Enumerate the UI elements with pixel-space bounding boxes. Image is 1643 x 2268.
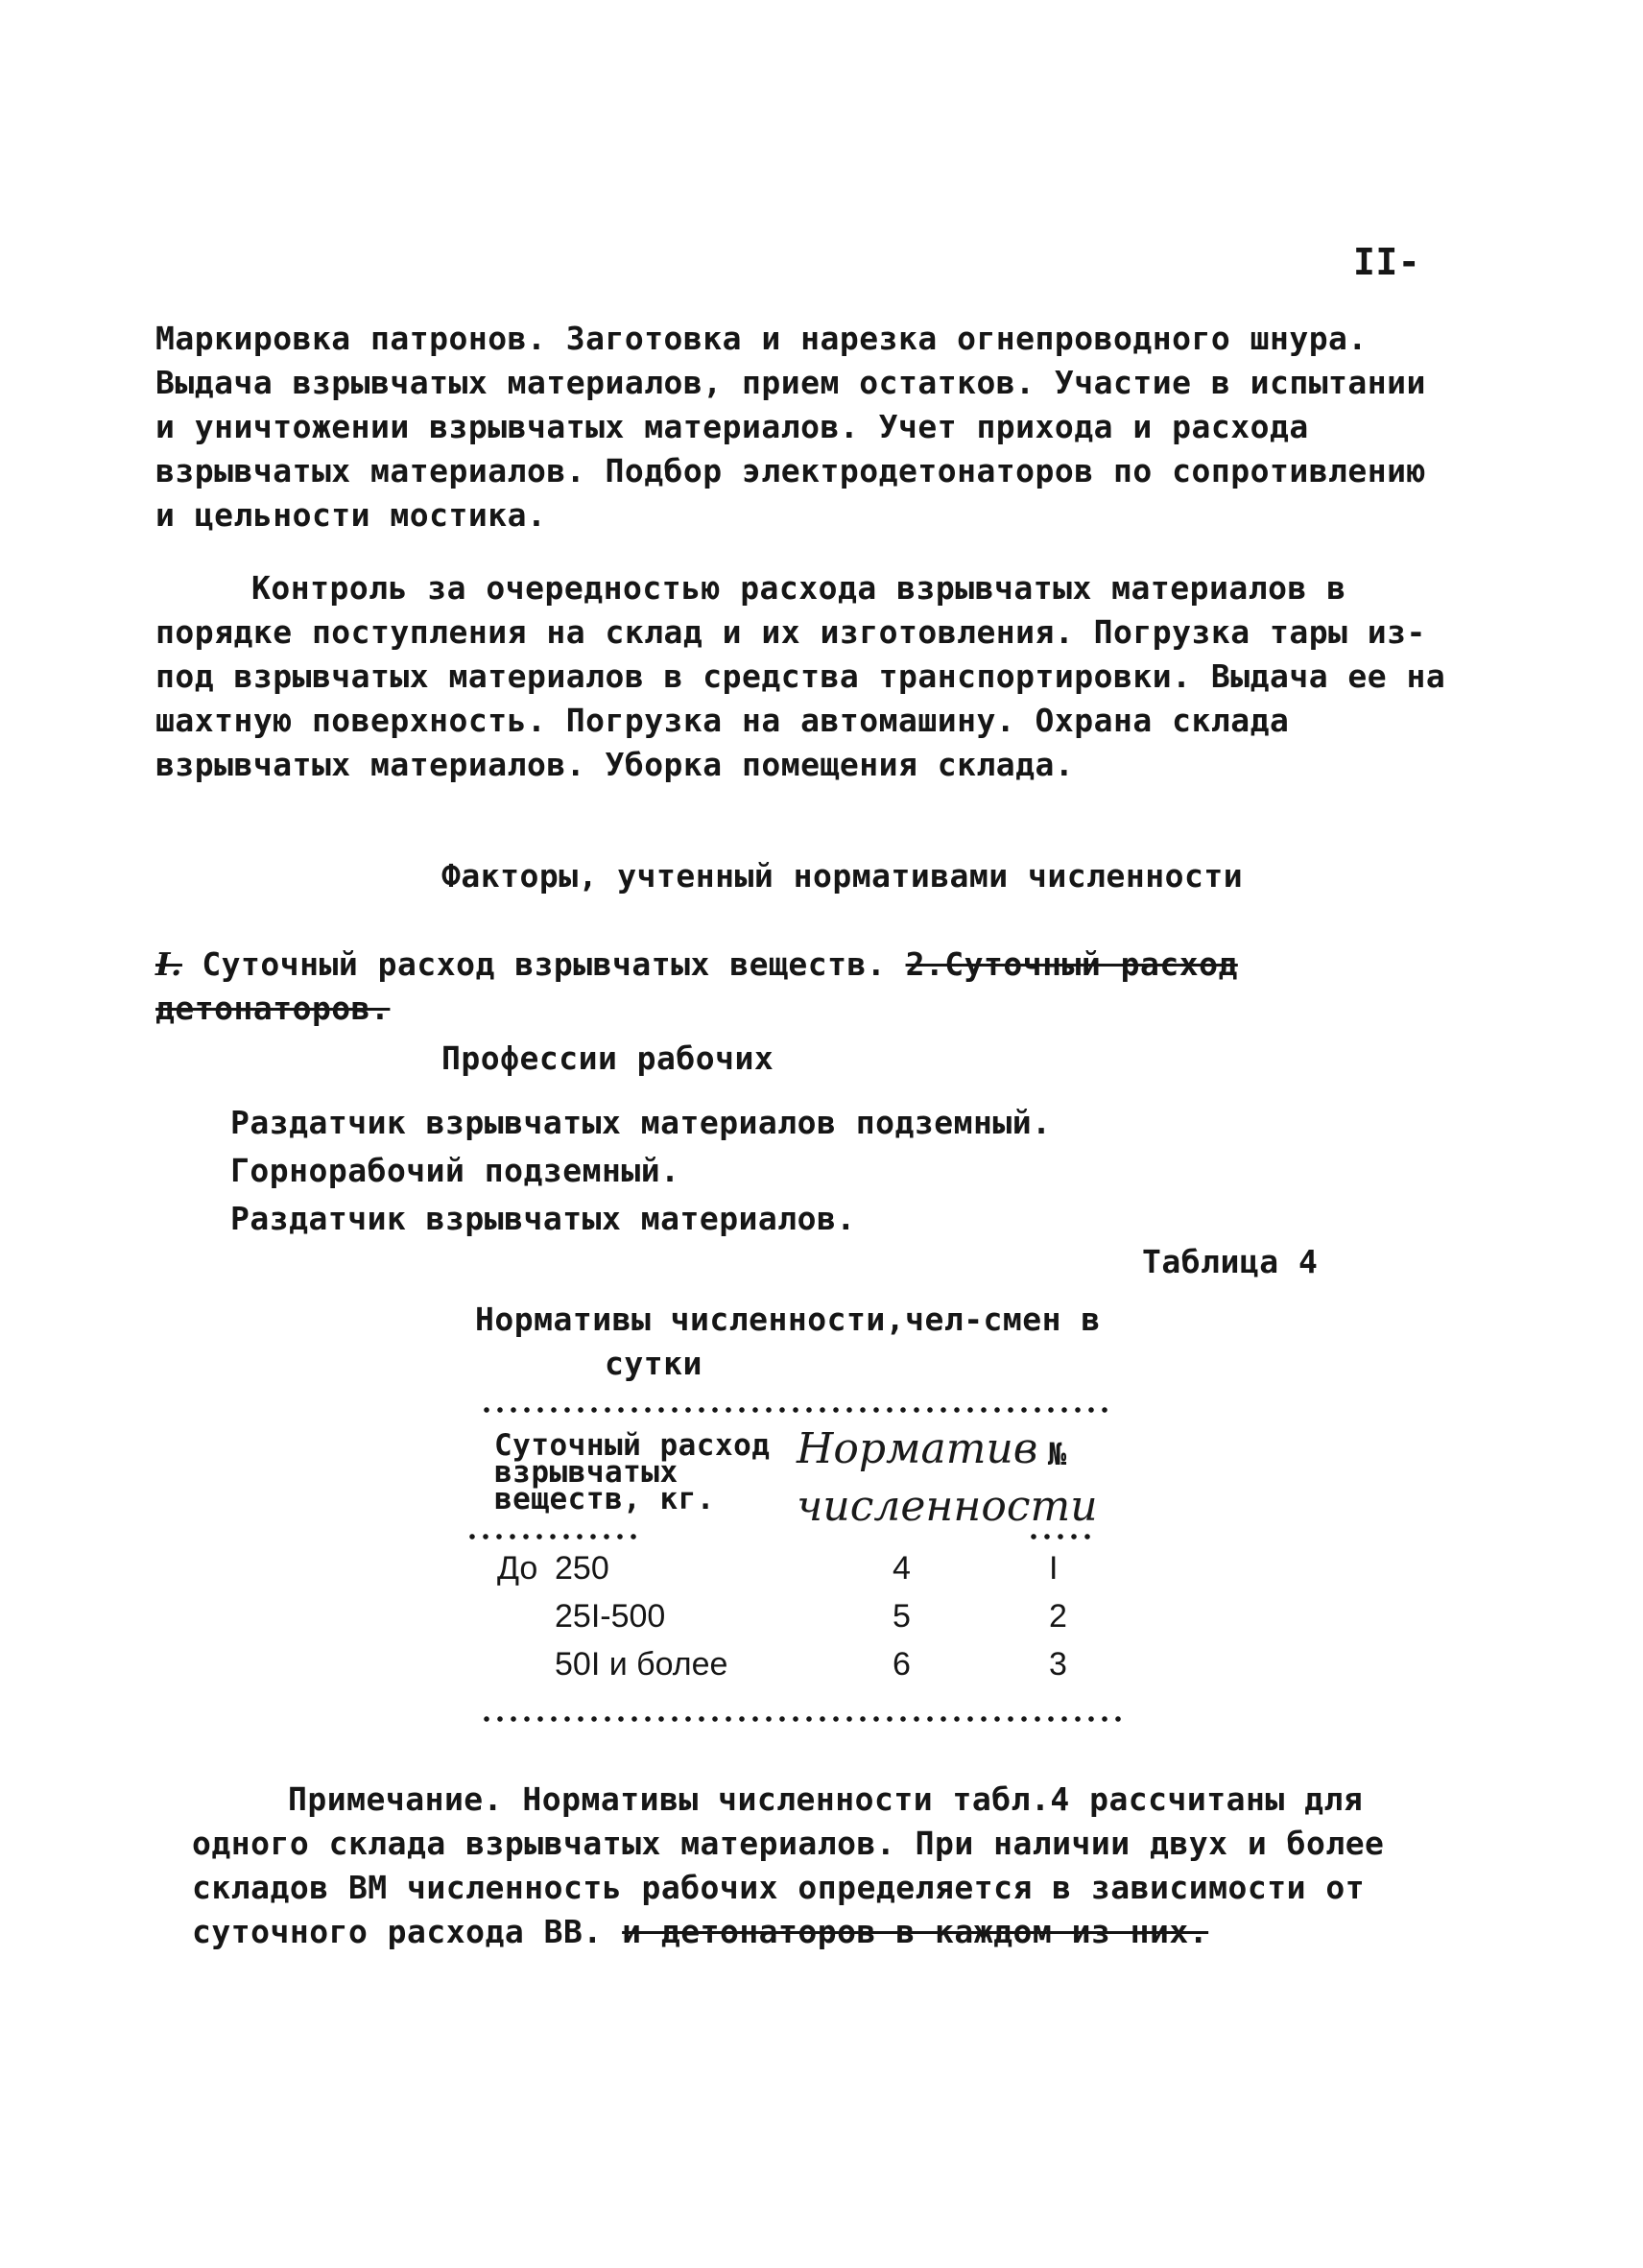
table-cell-norm: 5: [893, 1598, 911, 1635]
table-caption-line1: Нормативы численности,чел-смен в: [475, 1301, 1101, 1338]
table-cell-range: 50I и более: [555, 1646, 728, 1683]
factor-item: Суточный расход взрывчатых веществ.: [202, 945, 887, 983]
table-dotted-rule-bottom: [480, 1716, 1123, 1722]
note-paragraph: [192, 1778, 1468, 1954]
handwritten-number-mark: I.: [155, 945, 182, 983]
table-header-norm-handwritten: Норматив численности: [797, 1424, 1098, 1531]
table-cell-num: I: [1049, 1550, 1059, 1587]
table-header-consumption: Суточный расход взрывчатых веществ, кг.: [494, 1428, 771, 1516]
professions-title: Профессии рабочих: [441, 1039, 774, 1077]
table-cell-num: 2: [1049, 1598, 1067, 1635]
table-header-number: №: [1048, 1436, 1067, 1472]
table-dotted-rule-top: [480, 1407, 1113, 1413]
table-cell-range: 25I-500: [555, 1598, 666, 1635]
table-cell-num: 3: [1049, 1646, 1067, 1683]
note-text: Примечание. Нормативы численности табл.4 рассчитаны для одного склада взрывчатых материалов. При наличии двух и более складов ВМ численность рабочих определяется в зависимости от суточного расхода ВВ.: [192, 1780, 1385, 1950]
page-number: II-: [1353, 241, 1421, 283]
profession-item: Раздатчик взрывчатых материалов подземный.: [230, 1104, 1052, 1141]
table-cell-prefix: До: [497, 1550, 538, 1587]
table-dotted-rule-mid: [465, 1534, 638, 1540]
table-cell-norm: 4: [893, 1550, 911, 1587]
table-cell-range: 250: [555, 1550, 609, 1587]
table-caption: [475, 1298, 1147, 1386]
paragraph-duties: Маркировка патронов. Заготовка и нарезка огнепроводного шнура. Выдача взрывчатых материалов, прием остатков. Участие в испытании и уничтожении взрывчатых материалов. Учет прихода и расхода взрывчатых материалов. Подбор электродетонаторов по сопротивлению и цельности мостика.: [155, 320, 1426, 534]
table-label: Таблица 4: [1142, 1243, 1319, 1280]
factors-list: [155, 943, 1461, 1031]
table-caption-line2: сутки: [605, 1345, 702, 1382]
table-cell-norm: 6: [893, 1646, 911, 1683]
profession-item: Горнорабочий подземный.: [230, 1152, 680, 1189]
professions-list: [230, 1099, 1051, 1243]
table-dotted-rule-mid: [1027, 1534, 1094, 1540]
paragraph-control: Контроль за очередностью расхода взрывчатых материалов в порядке поступления на склад и их изготовления. Погрузка тары из-под взрывчатых материалов в средства транспортировки. Выдача ее на шахтную поверхность. Погрузка на автомашину. Охрана склада взрывчатых материалов. Уборка помещения склада.: [155, 569, 1446, 783]
profession-item: Раздатчик взрывчатых материалов.: [230, 1200, 856, 1237]
note-struck-text: и детонаторов в каждом из них.: [622, 1913, 1209, 1950]
factors-heading: Факторы, учтенный нормативами численности: [441, 857, 1244, 895]
struck-factor-item: 2.Суточный расход детонаторов.: [155, 945, 1238, 1027]
